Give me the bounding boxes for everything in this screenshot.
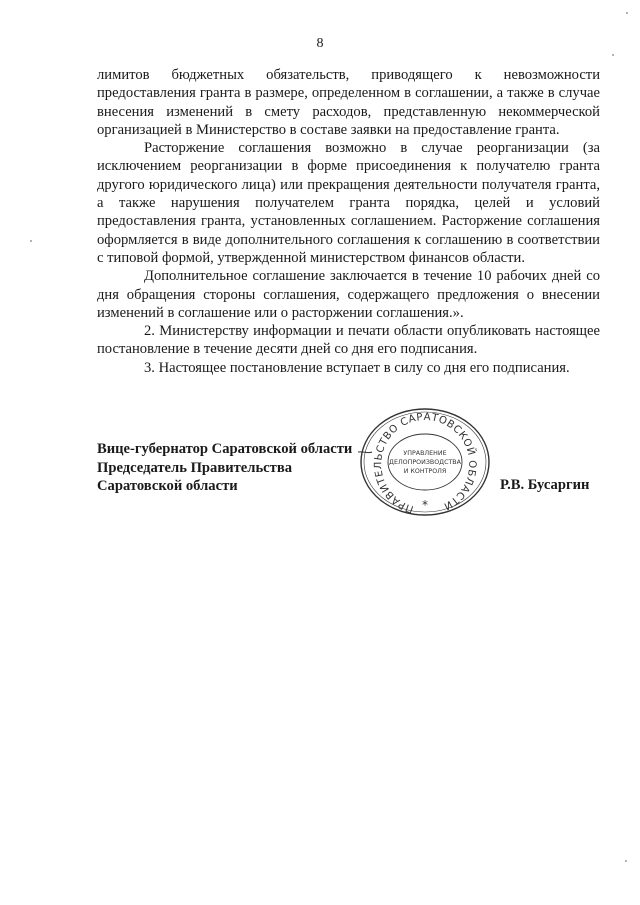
- seal-center-text: И КОНТРОЛЯ: [403, 468, 447, 475]
- signature-stroke: [358, 452, 372, 453]
- official-seal: [358, 406, 492, 518]
- scan-speck: [30, 240, 32, 242]
- scan-speck: [625, 860, 627, 862]
- paragraph: 3. Настоящее постановление вступает в силу со дня его подписания.: [144, 359, 570, 376]
- signatory-title-line: Вице-губернатор Саратовской области: [97, 441, 353, 457]
- seal-ring-text: ПРАВИТЕЛЬСТВО САРАТОВСКОЙ ОБЛАСТИ: [373, 411, 478, 515]
- seal-center-text: ДЕЛОПРОИЗВОДСТВА: [389, 459, 461, 466]
- signatory-title-line: Председатель Правительства: [97, 459, 293, 476]
- scan-speck: [626, 12, 628, 14]
- paragraph: лимитов бюджетных обязательств, приводящего к невозможности предоставления гранта в размере, определенном в соглашении, а также в случае внесения изменений в смету расходов, представленную некоммерческой организацией в Министерство в составе заявки на предоставление гранта.: [97, 67, 600, 138]
- signatory-title: [97, 440, 352, 496]
- scan-speck: [612, 54, 614, 56]
- seal-center-text: УПРАВЛЕНИЕ: [403, 450, 447, 457]
- page-number: 8: [316, 36, 324, 51]
- paragraph: 2. Министерству информации и печати области опубликовать настоящее постановление в течение десяти дней со дня его подписания.: [97, 323, 600, 358]
- document-body: [97, 66, 600, 377]
- paragraph: Дополнительное соглашение заключается в течение 10 рабочих дней со дня обращения стороны соглашения, содержащего предложения о внесении изменений в соглашение или о расторжении соглашения.».: [97, 268, 600, 321]
- signatory-name: Р.В. Бусаргин: [500, 477, 590, 493]
- seal-star-icon: *: [422, 498, 428, 512]
- paragraph: Расторжение соглашения возможно в случае реорганизации (за исключением реорганизации в форме присоединения к получателю гранта другого юридического лица) или прекращения деятельности получателя гранта, а также нарушения получателем гранта порядка, целей и условий предоставления гранта, установленных соглашением. Расторжение соглашения оформляется в виде дополнительного соглашения к соглашению в соответствии с типовой формой, утвержденной министерством финансов области.: [97, 140, 600, 266]
- signatory-title-line: Саратовской области: [97, 478, 238, 495]
